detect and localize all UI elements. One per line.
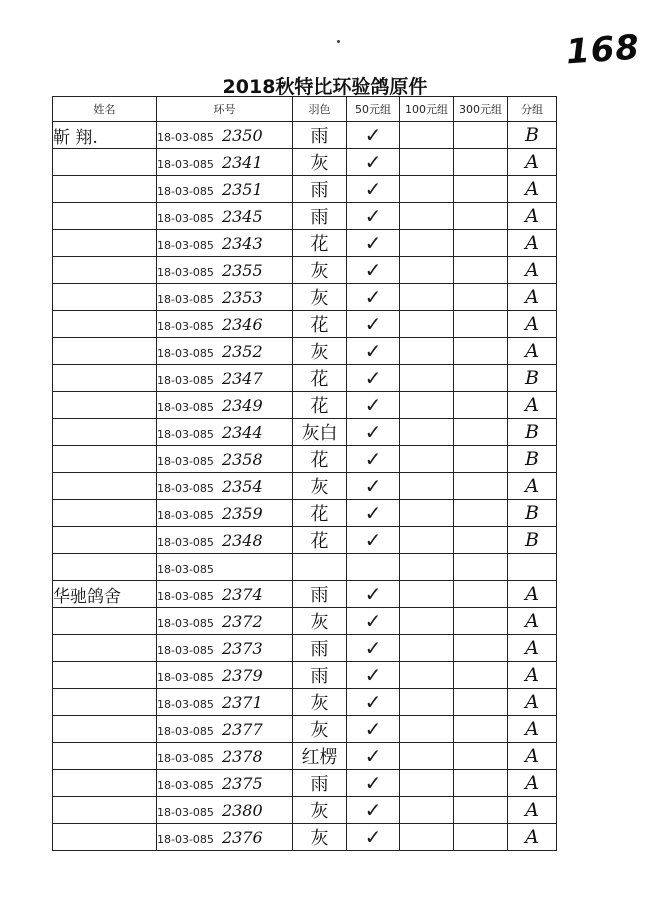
- check-mark-50: ✓: [347, 419, 400, 446]
- feather-color: 雨: [293, 122, 347, 149]
- cell-100-group: [400, 716, 454, 743]
- owner-name: [53, 311, 157, 338]
- ring-suffix: 2349: [221, 395, 263, 415]
- ring-suffix: 2377: [221, 719, 263, 739]
- group-letter: A: [508, 473, 557, 500]
- table-row: [53, 824, 557, 851]
- feather-color: 花: [293, 527, 347, 554]
- header-row: [53, 97, 557, 122]
- owner-name: [53, 149, 157, 176]
- feather-color: 雨: [293, 581, 347, 608]
- ring-prefix: 18-03-085: [157, 130, 214, 144]
- ring-number: [157, 419, 293, 446]
- feather-color: 雨: [293, 176, 347, 203]
- check-mark-50: ✓: [347, 365, 400, 392]
- table-row: [53, 689, 557, 716]
- check-mark-50: ✓: [347, 500, 400, 527]
- ring-number: [157, 122, 293, 149]
- check-mark-50: ✓: [347, 257, 400, 284]
- ring-suffix: 2341: [221, 152, 263, 172]
- ring-prefix: 18-03-085: [157, 373, 214, 387]
- group-letter: A: [508, 257, 557, 284]
- feather-color: 灰: [293, 608, 347, 635]
- cell-100-group: [400, 608, 454, 635]
- ring-prefix: 18-03-085: [157, 535, 214, 549]
- ring-prefix: 18-03-085: [157, 697, 214, 711]
- feather-color: 灰: [293, 257, 347, 284]
- cell-100-group: [400, 203, 454, 230]
- group-letter: A: [508, 203, 557, 230]
- owner-name: [53, 284, 157, 311]
- cell-300-group: [454, 608, 508, 635]
- check-mark-50: ✓: [347, 770, 400, 797]
- owner-name: [53, 824, 157, 851]
- check-mark-50: ✓: [347, 662, 400, 689]
- ring-prefix: 18-03-085: [157, 184, 214, 198]
- check-mark-50: ✓: [347, 527, 400, 554]
- ring-number: [157, 338, 293, 365]
- cell-100-group: [400, 527, 454, 554]
- group-letter: A: [508, 311, 557, 338]
- cell-300-group: [454, 824, 508, 851]
- ring-prefix: 18-03-085: [157, 157, 214, 171]
- feather-color: 灰: [293, 689, 347, 716]
- cell-300-group: [454, 554, 508, 581]
- check-mark-50: [347, 554, 400, 581]
- check-mark-50: ✓: [347, 743, 400, 770]
- ring-number: [157, 203, 293, 230]
- cell-300-group: [454, 392, 508, 419]
- ring-prefix: 18-03-085: [157, 292, 214, 306]
- feather-color: 花: [293, 365, 347, 392]
- table-row: [53, 338, 557, 365]
- ring-prefix: 18-03-085: [157, 265, 214, 279]
- ring-suffix: 2374: [221, 584, 263, 604]
- ring-number: [157, 770, 293, 797]
- cell-100-group: [400, 662, 454, 689]
- group-letter: A: [508, 824, 557, 851]
- group-letter: A: [508, 176, 557, 203]
- ring-prefix: 18-03-085: [157, 346, 214, 360]
- ring-number: [157, 392, 293, 419]
- ring-number: [157, 284, 293, 311]
- table-row: [53, 662, 557, 689]
- owner-name: 华驰鸽舍: [53, 581, 157, 608]
- ring-prefix: 18-03-085: [157, 832, 214, 846]
- ring-prefix: 18-03-085: [157, 562, 214, 576]
- ring-prefix: 18-03-085: [157, 238, 214, 252]
- ring-number: [157, 608, 293, 635]
- cell-300-group: [454, 446, 508, 473]
- feather-color: 雨: [293, 203, 347, 230]
- table-row: [53, 149, 557, 176]
- table-row: [53, 770, 557, 797]
- cell-100-group: [400, 770, 454, 797]
- owner-name: [53, 176, 157, 203]
- header-ring-number: 环号: [157, 97, 293, 122]
- owner-name: [53, 473, 157, 500]
- cell-300-group: [454, 770, 508, 797]
- owner-name: [53, 608, 157, 635]
- ring-number: [157, 689, 293, 716]
- ring-suffix: 2350: [221, 125, 263, 145]
- ring-suffix: 2376: [221, 827, 263, 847]
- check-mark-50: ✓: [347, 824, 400, 851]
- ring-prefix: 18-03-085: [157, 643, 214, 657]
- ring-suffix: 2354: [221, 476, 263, 496]
- ring-prefix: 18-03-085: [157, 400, 214, 414]
- table-row: [53, 797, 557, 824]
- table-row: [53, 743, 557, 770]
- table-row: [53, 311, 557, 338]
- feather-color: 灰: [293, 797, 347, 824]
- ring-suffix: 2355: [221, 260, 263, 280]
- feather-color: 花: [293, 392, 347, 419]
- ring-prefix: 18-03-085: [157, 616, 214, 630]
- feather-color: 花: [293, 230, 347, 257]
- header-group: 分组: [508, 97, 557, 122]
- group-letter: B: [508, 446, 557, 473]
- cell-100-group: [400, 797, 454, 824]
- document-title: 2018秋特比环验鸽原件: [222, 76, 428, 98]
- ring-number: [157, 797, 293, 824]
- cell-100-group: [400, 338, 454, 365]
- owner-name: [53, 365, 157, 392]
- owner-name: [53, 419, 157, 446]
- check-mark-50: ✓: [347, 635, 400, 662]
- ring-number: [157, 662, 293, 689]
- table-row: [53, 500, 557, 527]
- check-mark-50: ✓: [347, 284, 400, 311]
- ring-number: [157, 635, 293, 662]
- ring-suffix: 2371: [221, 692, 263, 712]
- cell-300-group: [454, 662, 508, 689]
- ring-suffix: 2352: [221, 341, 263, 361]
- cell-100-group: [400, 824, 454, 851]
- group-letter: A: [508, 770, 557, 797]
- cell-300-group: [454, 716, 508, 743]
- ring-suffix: 2348: [221, 530, 263, 550]
- ring-number: [157, 257, 293, 284]
- check-mark-50: ✓: [347, 446, 400, 473]
- check-mark-50: ✓: [347, 797, 400, 824]
- check-mark-50: ✓: [347, 689, 400, 716]
- group-letter: B: [508, 419, 557, 446]
- feather-color: 灰白: [293, 419, 347, 446]
- table-row: [53, 419, 557, 446]
- check-mark-50: ✓: [347, 608, 400, 635]
- table-row: [53, 122, 557, 149]
- feather-color: 灰: [293, 473, 347, 500]
- ring-suffix: 2345: [221, 206, 263, 226]
- group-letter: A: [508, 716, 557, 743]
- table-row: [53, 176, 557, 203]
- ring-prefix: 18-03-085: [157, 778, 214, 792]
- cell-300-group: [454, 149, 508, 176]
- check-mark-50: ✓: [347, 338, 400, 365]
- group-letter: B: [508, 500, 557, 527]
- feather-color: 灰: [293, 338, 347, 365]
- ring-number: [157, 743, 293, 770]
- feather-color: 雨: [293, 770, 347, 797]
- ring-number: [157, 824, 293, 851]
- header-50-group: 50元组: [347, 97, 400, 122]
- ring-number: [157, 446, 293, 473]
- cell-300-group: [454, 527, 508, 554]
- ring-suffix: 2353: [221, 287, 263, 307]
- feather-color: 花: [293, 500, 347, 527]
- check-mark-50: ✓: [347, 311, 400, 338]
- group-letter: A: [508, 338, 557, 365]
- ring-suffix: 2375: [221, 773, 263, 793]
- cell-300-group: [454, 473, 508, 500]
- group-letter: B: [508, 122, 557, 149]
- owner-name: [53, 716, 157, 743]
- ring-prefix: 18-03-085: [157, 589, 214, 603]
- group-letter: A: [508, 797, 557, 824]
- cell-100-group: [400, 581, 454, 608]
- ring-suffix: 2347: [221, 368, 263, 388]
- ring-number: [157, 311, 293, 338]
- table-row: [53, 527, 557, 554]
- cell-100-group: [400, 392, 454, 419]
- table-row: [53, 608, 557, 635]
- group-letter: A: [508, 149, 557, 176]
- feather-color: 灰: [293, 284, 347, 311]
- check-mark-50: ✓: [347, 203, 400, 230]
- ring-prefix: 18-03-085: [157, 670, 214, 684]
- check-mark-50: ✓: [347, 473, 400, 500]
- ring-number: [157, 473, 293, 500]
- table-row: [53, 230, 557, 257]
- table-row: [53, 257, 557, 284]
- check-mark-50: ✓: [347, 581, 400, 608]
- cell-100-group: [400, 635, 454, 662]
- check-mark-50: ✓: [347, 392, 400, 419]
- group-letter: A: [508, 284, 557, 311]
- group-letter: A: [508, 743, 557, 770]
- owner-name: [53, 338, 157, 365]
- group-letter: A: [508, 662, 557, 689]
- ring-number: [157, 716, 293, 743]
- ring-suffix: 2373: [221, 638, 263, 658]
- ring-prefix: 18-03-085: [157, 724, 214, 738]
- ring-suffix: 2358: [221, 449, 263, 469]
- check-mark-50: ✓: [347, 230, 400, 257]
- header-100-group: 100元组: [400, 97, 454, 122]
- ring-prefix: 18-03-085: [157, 481, 214, 495]
- cell-100-group: [400, 419, 454, 446]
- ring-suffix: 2378: [221, 746, 263, 766]
- ring-prefix: 18-03-085: [157, 319, 214, 333]
- group-letter: A: [508, 689, 557, 716]
- feather-color: [293, 554, 347, 581]
- owner-name: [53, 446, 157, 473]
- cell-100-group: [400, 176, 454, 203]
- cell-100-group: [400, 311, 454, 338]
- table-row: [53, 635, 557, 662]
- cell-300-group: [454, 176, 508, 203]
- table-row: [53, 716, 557, 743]
- owner-name: [53, 743, 157, 770]
- ring-prefix: 18-03-085: [157, 211, 214, 225]
- cell-300-group: [454, 122, 508, 149]
- cell-100-group: [400, 554, 454, 581]
- feather-color: 灰: [293, 149, 347, 176]
- owner-name: [53, 797, 157, 824]
- cell-300-group: [454, 581, 508, 608]
- cell-100-group: [400, 257, 454, 284]
- cell-100-group: [400, 473, 454, 500]
- group-letter: A: [508, 230, 557, 257]
- ring-suffix: 2372: [221, 611, 263, 631]
- table-row: [53, 365, 557, 392]
- table-row: [53, 473, 557, 500]
- cell-100-group: [400, 230, 454, 257]
- feather-color: 雨: [293, 635, 347, 662]
- ring-suffix: 2346: [221, 314, 263, 334]
- ring-prefix: 18-03-085: [157, 508, 214, 522]
- owner-name: [53, 554, 157, 581]
- header-name: 姓名: [53, 97, 157, 122]
- table-row: [53, 446, 557, 473]
- owner-name: [53, 689, 157, 716]
- ring-suffix: 2351: [221, 179, 263, 199]
- group-letter: [508, 554, 557, 581]
- group-letter: A: [508, 635, 557, 662]
- ring-prefix: 18-03-085: [157, 427, 214, 441]
- cell-100-group: [400, 122, 454, 149]
- cell-100-group: [400, 689, 454, 716]
- owner-name: [53, 770, 157, 797]
- cell-300-group: [454, 203, 508, 230]
- cell-100-group: [400, 743, 454, 770]
- owner-name: [53, 203, 157, 230]
- group-letter: B: [508, 527, 557, 554]
- owner-name: [53, 500, 157, 527]
- table-row: [53, 554, 557, 581]
- owner-name: [53, 662, 157, 689]
- ring-suffix: 2359: [221, 503, 263, 523]
- page-number: 168: [564, 27, 642, 73]
- ring-prefix: 18-03-085: [157, 454, 214, 468]
- ring-number: [157, 230, 293, 257]
- ring-verification-table: [52, 96, 557, 851]
- check-mark-50: ✓: [347, 149, 400, 176]
- table-row: [53, 581, 557, 608]
- cell-300-group: [454, 743, 508, 770]
- owner-name: [53, 527, 157, 554]
- cell-300-group: [454, 257, 508, 284]
- cell-100-group: [400, 365, 454, 392]
- check-mark-50: ✓: [347, 716, 400, 743]
- ring-number: [157, 176, 293, 203]
- check-mark-50: ✓: [347, 122, 400, 149]
- owner-name: [53, 392, 157, 419]
- feather-color: 红楞: [293, 743, 347, 770]
- cell-300-group: [454, 338, 508, 365]
- check-mark-50: ✓: [347, 176, 400, 203]
- ring-number: [157, 365, 293, 392]
- cell-300-group: [454, 419, 508, 446]
- feather-color: 雨: [293, 662, 347, 689]
- ring-prefix: 18-03-085: [157, 805, 214, 819]
- ring-number: [157, 500, 293, 527]
- cell-100-group: [400, 446, 454, 473]
- header-feather-color: 羽色: [293, 97, 347, 122]
- cell-300-group: [454, 635, 508, 662]
- owner-name: [53, 230, 157, 257]
- group-letter: B: [508, 365, 557, 392]
- group-letter: A: [508, 608, 557, 635]
- feather-color: 花: [293, 311, 347, 338]
- table-row: [53, 284, 557, 311]
- header-300-group: 300元组: [454, 97, 508, 122]
- ring-suffix: 2380: [221, 800, 263, 820]
- cell-300-group: [454, 365, 508, 392]
- ring-suffix: 2379: [221, 665, 263, 685]
- owner-name: 靳 翔.: [53, 122, 157, 149]
- cell-300-group: [454, 230, 508, 257]
- feather-color: 灰: [293, 716, 347, 743]
- table-row: [53, 392, 557, 419]
- ring-suffix: 2343: [221, 233, 263, 253]
- owner-name: [53, 257, 157, 284]
- ring-number: [157, 554, 293, 581]
- feather-color: 灰: [293, 824, 347, 851]
- group-letter: A: [508, 392, 557, 419]
- ink-dot: [337, 40, 340, 43]
- table-row: [53, 203, 557, 230]
- cell-300-group: [454, 311, 508, 338]
- ring-suffix: 2344: [221, 422, 263, 442]
- feather-color: 花: [293, 446, 347, 473]
- ring-number: [157, 149, 293, 176]
- cell-300-group: [454, 797, 508, 824]
- group-letter: A: [508, 581, 557, 608]
- cell-100-group: [400, 500, 454, 527]
- cell-100-group: [400, 284, 454, 311]
- cell-300-group: [454, 500, 508, 527]
- ring-prefix: 18-03-085: [157, 751, 214, 765]
- owner-name: [53, 635, 157, 662]
- ring-number: [157, 581, 293, 608]
- ring-number: [157, 527, 293, 554]
- cell-300-group: [454, 689, 508, 716]
- cell-100-group: [400, 149, 454, 176]
- cell-300-group: [454, 284, 508, 311]
